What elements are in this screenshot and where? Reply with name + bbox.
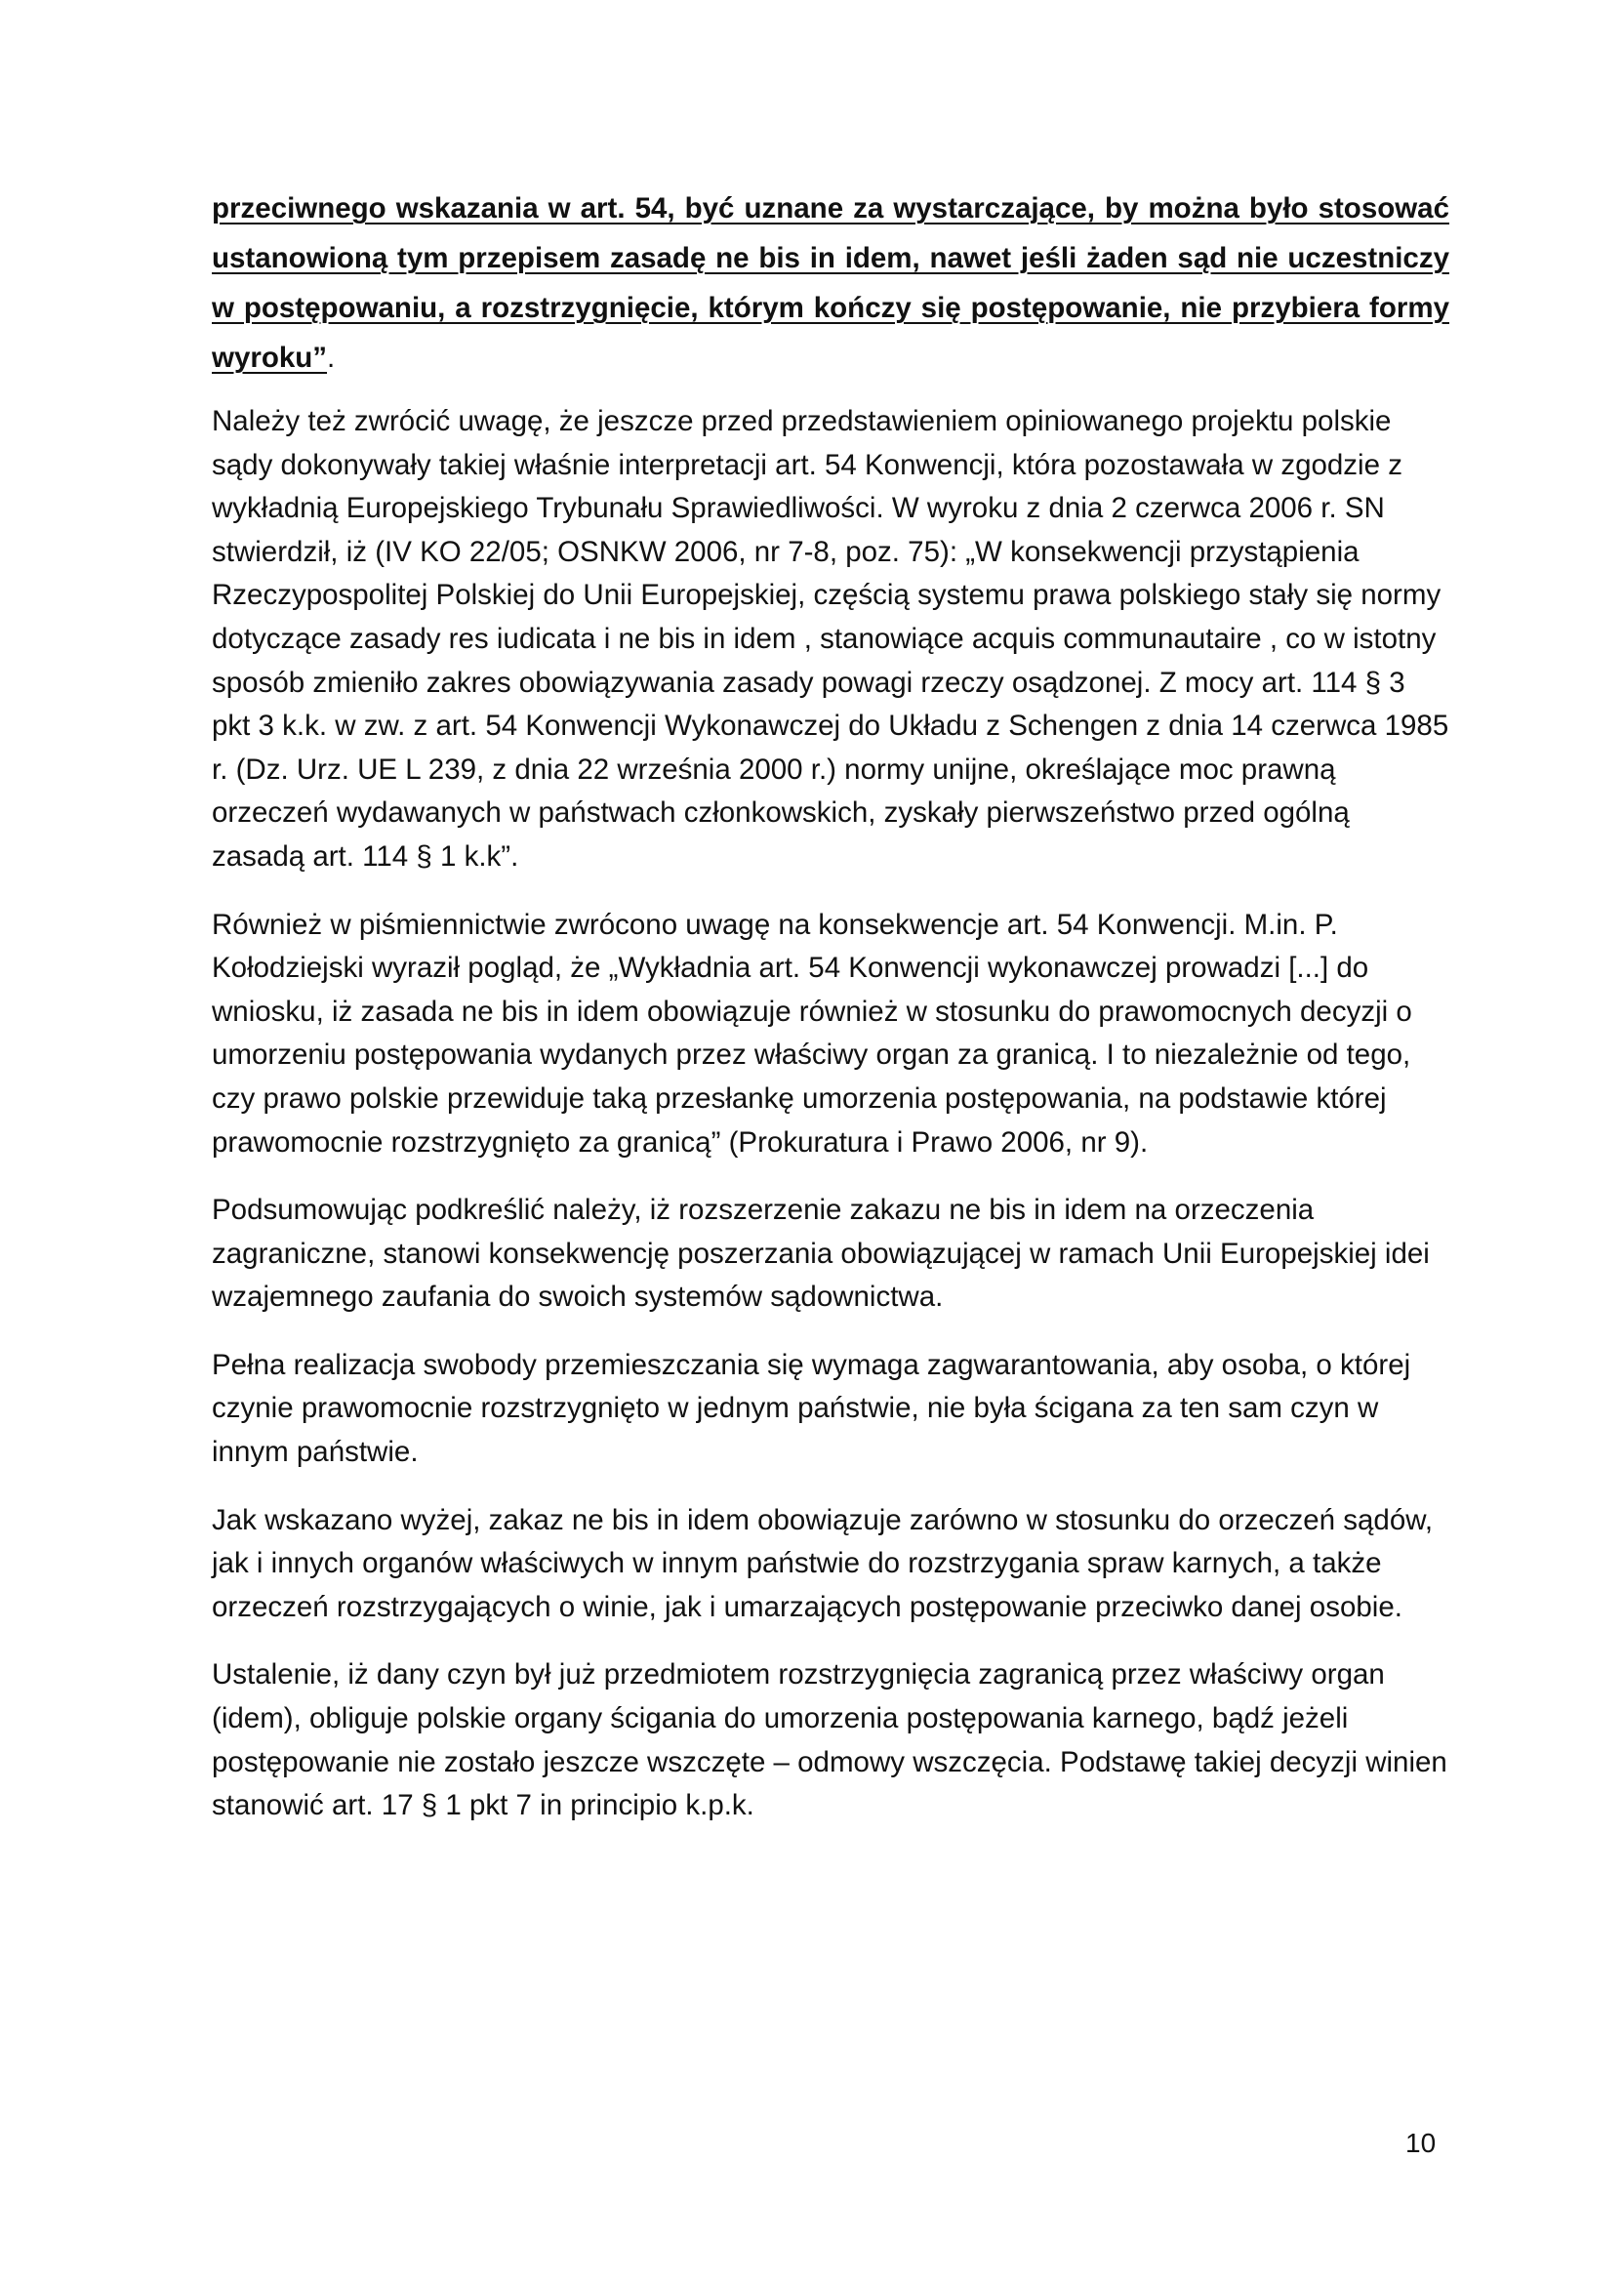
paragraph-2: Również w piśmiennictwie zwrócono uwagę na konsekwencje art. 54 Konwencji. M.in. P. Kołodziejski wyraził pogląd, że „Wykładnia art. 54 Konwencji wykonawczej prowadzi [...] do wniosku, iż zasada ne bis in idem obowiązuje również w stosunku do prawomocnych decyzji o umorzeniu postępowania wydanych przez właściwy organ za granicą. I to niezależnie od tego, czy prawo polskie przewiduje taką przesłankę umorzenia postępowania, na podstawie której prawomocnie rozstrzygnięto za granicą” (Prokuratura i Prawo 2006, nr 9). <box>212 908 1412 1159</box>
lead-bold-text: przeciwnego wskazania w art. 54, być uznane za wystarczające, by można było stosować ustanowioną tym przepisem zasadę ne bis in idem, nawet jeśli żaden sąd nie uczestniczy w postępowaniu, a rozstrzygnięcie, którym kończy się postępowanie, nie przybiera formy wyroku” <box>212 192 1449 374</box>
paragraph-4: Pełna realizacja swobody przemieszczania się wymaga zagwarantowania, aby osoba, o której czynie prawomocnie rozstrzygnięto w jednym państwie, nie była ścigana za ten sam czyn w innym państwie. <box>212 1348 1411 1469</box>
lead-paragraph <box>212 183 1449 383</box>
paragraph-3: Podsumowując podkreślić należy, iż rozszerzenie zakazu ne bis in idem na orzeczenia zagraniczne, stanowi konsekwencję poszerzania obowiązującej w ramach Unii Europejskiej idei wzajemnego zaufania do swoich systemów sądownictwa. <box>212 1194 1430 1314</box>
paragraph-5: Jak wskazano wyżej, zakaz ne bis in idem obowiązuje zarówno w stosunku do orzeczeń sądów, jak i innych organów właściwych w innym państwie do rozstrzygania spraw karnych, a także orzeczeń rozstrzygających o winie, jak i umarzających postępowanie przeciwko danej osobie. <box>212 1503 1434 1623</box>
page-body <box>212 183 1449 1853</box>
paragraph-6: Ustalenie, iż dany czyn był już przedmiotem rozstrzygnięcia zagranicą przez właściwy organ (idem), obliguje polskie organy ścigania do umorzenia postępowania karnego, bądź jeżeli postępowanie nie zostało jeszcze wszczęte – odmowy wszczęcia. Podstawę takiej decyzji winien stanowić art. 17 § 1 pkt 7 in principio k.p.k. <box>212 1658 1447 1822</box>
lead-tail-text: . <box>327 342 336 374</box>
paragraph-1: Należy też zwrócić uwagę, że jeszcze przed przedstawieniem opiniowanego projektu polskie sądy dokonywały takiej właśnie interpretacji art. 54 Konwencji, która pozostawała w zgodzie z wykładnią Europejskiego Trybunału Sprawiedliwości. W wyroku z dnia 2 czerwca 2006 r. SN stwierdził, iż (IV KO 22/05; OSNKW 2006, nr 7-8, poz. 75): „W konsekwencji przystąpienia Rzeczypospolitej Polskiej do Unii Europejskiej, częścią systemu prawa polskiego stały się normy dotyczące zasady res iudicata i ne bis in idem , stanowiące acquis communautaire , co w istotny sposób zmieniło zakres obowiązywania zasady powagi rzeczy osądzonej. Z mocy art. 114 § 3 pkt 3 k.k. w zw. z art. 54 Konwencji Wykonawczej do Układu z Schengen z dnia 14 czerwca 1985 r. (Dz. Urz. UE L 239, z dnia 22 września 2000 r.) normy unijne, określające moc prawną orzeczeń wydawanych w państwach członkowskich, zyskały pierwszeństwo przed ogólną zasadą art. 114 § 1 k.k”. <box>212 405 1449 873</box>
page-number: 10 <box>1405 2128 1437 2158</box>
